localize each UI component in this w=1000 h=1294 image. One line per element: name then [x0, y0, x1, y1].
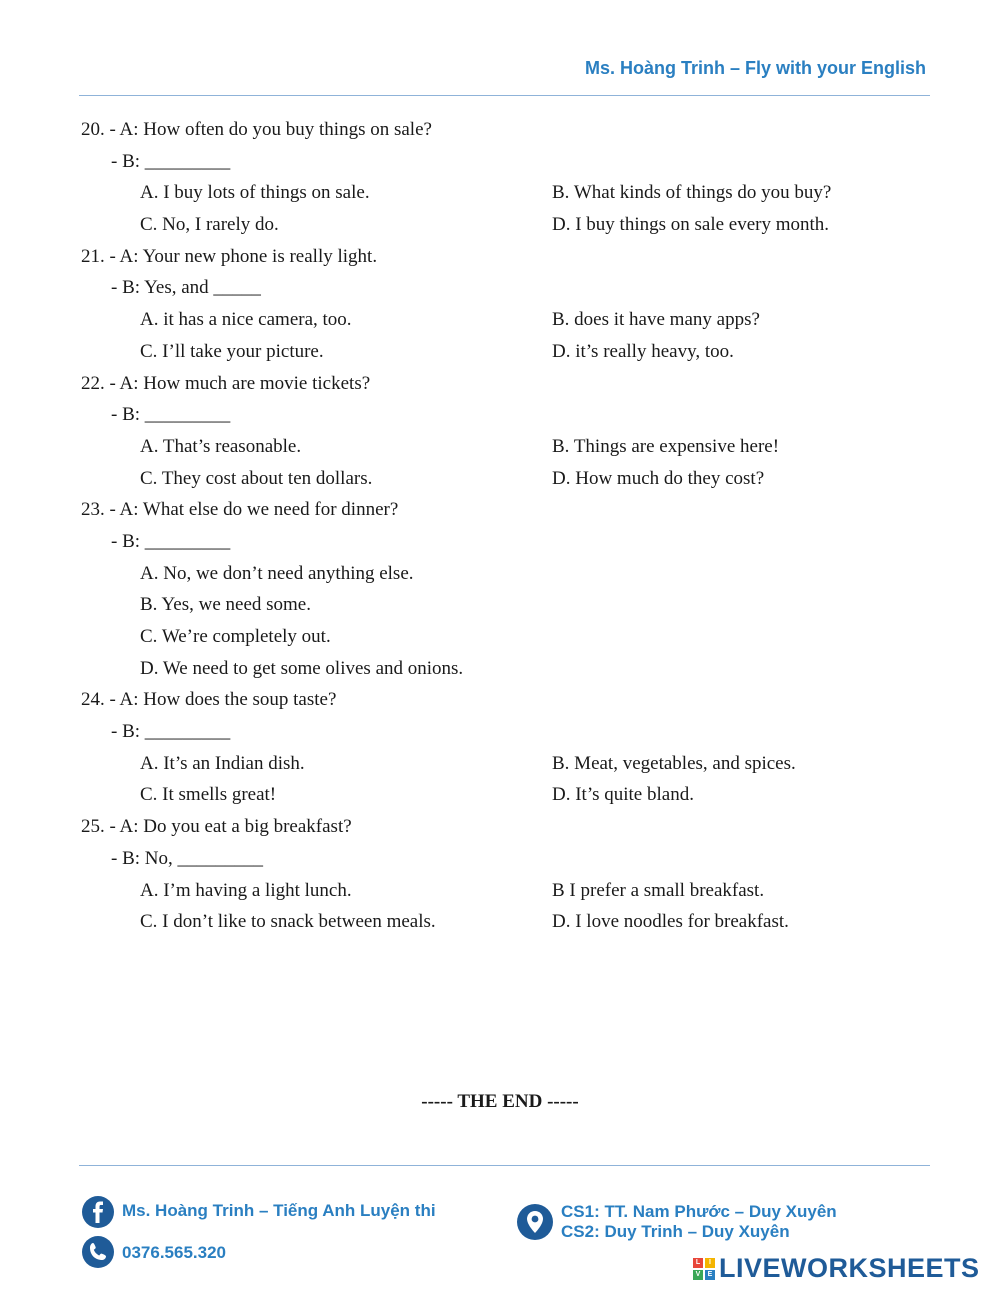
question-22-options-row-1 [81, 431, 941, 463]
question-23-option-c[interactable]: C. We’re completely out. [140, 626, 331, 647]
question-21-option-c[interactable]: C. I’ll take your picture. [140, 340, 324, 362]
question-23-option-d[interactable]: D. We need to get some olives and onions. [140, 657, 464, 679]
question-22-option-d[interactable]: D. How much do they cost? [552, 467, 765, 489]
question-25-option-c[interactable]: C. I don’t like to snack between meals. [140, 911, 436, 933]
question-24-options-row-1 [81, 748, 941, 780]
campus-1-address: CS1: TT. Nam Phước – Duy Xuyên [561, 1202, 837, 1221]
question-24-prompt: 24. - A: How does the soup taste? [81, 689, 337, 711]
question-20-options-row-1 [81, 177, 941, 209]
facebook-icon[interactable] [82, 1196, 114, 1228]
question-21-option-a[interactable]: A. it has a nice camera, too. [140, 309, 352, 331]
question-25-options-row-1 [81, 875, 941, 907]
question-20-option-a[interactable]: A. I buy lots of things on sale. [140, 182, 370, 204]
question-23-option-b[interactable]: B. Yes, we need some. [140, 594, 311, 616]
facebook-page-name[interactable]: Ms. Hoàng Trinh – Tiếng Anh Luyện thi [122, 1201, 436, 1220]
question-20-prompt: 20. - A: How often do you buy things on sale? [81, 119, 432, 140]
liveworksheets-logo-blocks-icon: L I V E [693, 1258, 715, 1280]
question-25-option-b[interactable]: B I prefer a small breakfast. [552, 879, 765, 901]
question-list [81, 114, 941, 938]
question-25-options-row-2 [81, 906, 941, 938]
question-22-options-row-2 [81, 463, 941, 495]
header-title: Ms. Hoàng Trinh – Fly with your English [584, 58, 926, 78]
question-25-prompt: 25. - A: Do you eat a big breakfast? [81, 816, 352, 838]
question-24-option-b[interactable]: B. Meat, vegetables, and spices. [552, 752, 796, 774]
question-20-answer-blank: - B: _________ [111, 150, 231, 172]
question-20-option-b[interactable]: B. What kinds of things do you buy? [552, 182, 832, 204]
question-22-option-b[interactable]: B. Things are expensive here! [552, 435, 780, 457]
phone-number[interactable]: 0376.565.320 [122, 1243, 226, 1262]
question-24-option-d[interactable]: D. It’s quite bland. [552, 784, 694, 806]
question-24-option-a[interactable]: A. It’s an Indian dish. [140, 752, 305, 774]
question-21-option-d[interactable]: D. it’s really heavy, too. [552, 340, 734, 362]
liveworksheets-wordmark: LIVEWORKSHEETS [719, 1253, 980, 1283]
header-divider [79, 95, 930, 96]
question-23-option-a[interactable]: A. No, we don’t need anything else. [140, 562, 414, 584]
question-25-option-d[interactable]: D. I love noodles for breakfast. [552, 911, 789, 933]
question-22-option-a[interactable]: A. That’s reasonable. [140, 435, 302, 457]
question-20-options-row-2 [81, 209, 941, 241]
question-21-option-b[interactable]: B. does it have many apps? [552, 309, 760, 331]
question-24-options-row-2 [81, 779, 941, 811]
footer-divider [79, 1165, 930, 1166]
question-21-options-row-1 [81, 304, 941, 336]
question-23-prompt: 23. - A: What else do we need for dinner? [81, 499, 399, 521]
question-21-options-row-2 [81, 336, 941, 368]
question-25-answer-blank: - B: No, _________ [111, 847, 263, 869]
question-21-prompt: 21. - A: Your new phone is really light. [81, 245, 378, 267]
question-23-answer-blank: - B: _________ [111, 530, 231, 552]
footer [0, 1180, 1000, 1294]
liveworksheets-logo[interactable] [693, 1253, 980, 1284]
question-24-option-c[interactable]: C. It smells great! [140, 784, 277, 806]
question-22-prompt: 22. - A: How much are movie tickets? [81, 372, 371, 394]
question-20-option-d[interactable]: D. I buy things on sale every month. [552, 214, 830, 236]
campus-2-address: CS2: Duy Trinh – Duy Xuyên [561, 1222, 790, 1241]
end-marker: ----- THE END ----- [421, 1091, 579, 1112]
location-pin-icon [517, 1204, 553, 1240]
question-22-option-c[interactable]: C. They cost about ten dollars. [140, 467, 373, 489]
question-24-answer-blank: - B: _________ [111, 721, 231, 743]
phone-icon [82, 1236, 114, 1268]
question-22-answer-blank: - B: _________ [111, 404, 231, 426]
question-25-option-a[interactable]: A. I’m having a light lunch. [140, 879, 352, 901]
question-20-option-c[interactable]: C. No, I rarely do. [140, 214, 279, 236]
question-21-answer-blank: - B: Yes, and _____ [111, 277, 261, 299]
